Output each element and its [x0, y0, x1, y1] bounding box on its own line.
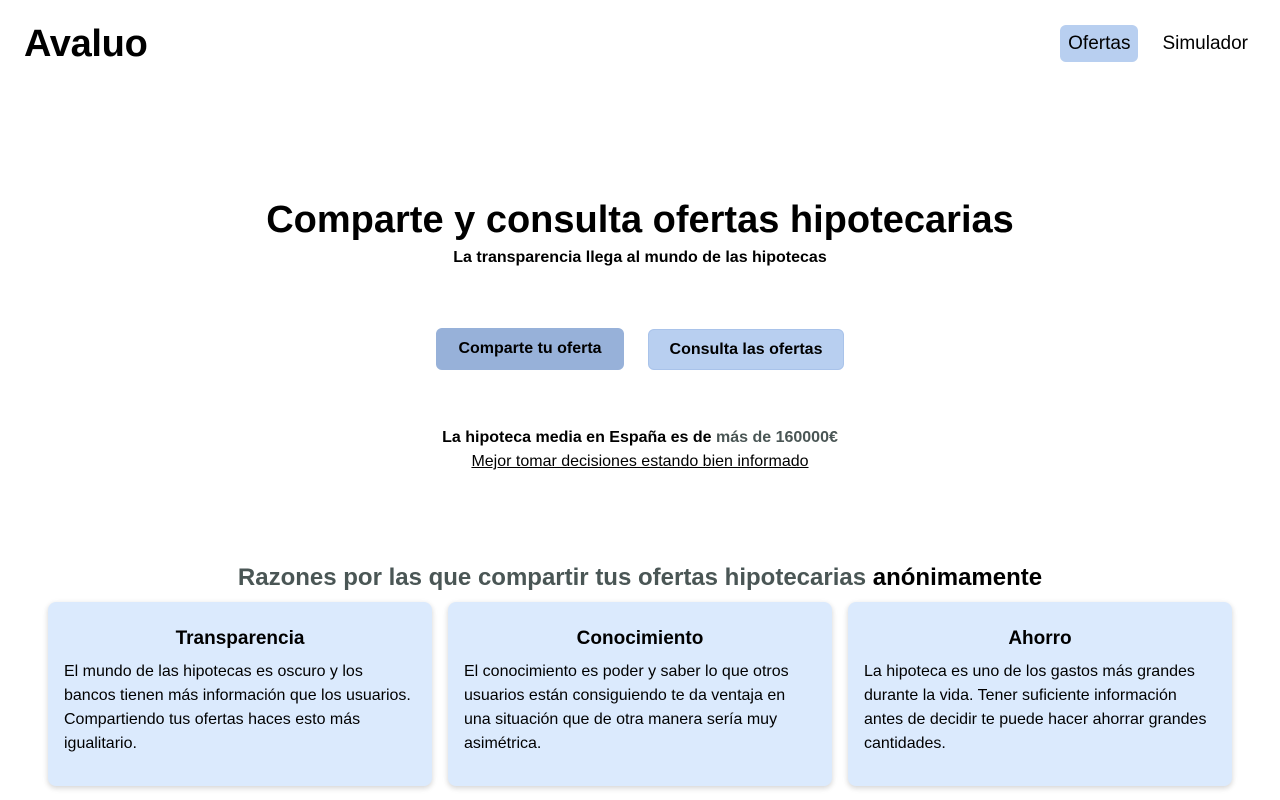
- browse-offers-button[interactable]: Consulta las ofertas: [648, 329, 844, 370]
- card-title: Conocimiento: [576, 628, 704, 649]
- informed-decisions-link[interactable]: Mejor tomar decisiones estando bien informado: [471, 453, 809, 470]
- nav-item-simulador[interactable]: Simulador: [1162, 33, 1248, 54]
- reasons-heading-strong: anónimamente: [872, 564, 1043, 591]
- hero: [0, 196, 1280, 270]
- stat-highlight: más de 160000€: [716, 429, 838, 446]
- card-conocimiento: [448, 602, 832, 786]
- main-nav: [1060, 25, 1256, 62]
- card-text: El mundo de las hipotecas es oscuro y los bancos tienen más información que los usuarios. Compartiendo tus ofertas haces esto más igualitario.: [64, 663, 411, 752]
- share-offer-button[interactable]: Comparte tu oferta: [436, 328, 624, 370]
- card-ahorro: [848, 602, 1232, 786]
- reasons-cards: [48, 602, 1232, 786]
- page-title: Comparte y consulta ofertas hipotecarias: [266, 199, 1014, 241]
- card-title: Transparencia: [175, 628, 305, 649]
- site-header: [0, 0, 1280, 88]
- card-transparencia: [48, 602, 432, 786]
- card-title: Ahorro: [1008, 628, 1072, 649]
- page-subtitle: La transparencia llega al mundo de las hipotecas: [453, 249, 827, 266]
- logo[interactable]: Avaluo: [24, 23, 148, 65]
- reasons-heading: [0, 562, 1280, 594]
- card-text: La hipoteca es uno de los gastos más grandes durante la vida. Tener suficiente información antes de decidir te puede hacer ahorrar grandes cantidades.: [864, 663, 1207, 752]
- nav-item-ofertas[interactable]: Ofertas: [1060, 25, 1138, 62]
- cta-row: [0, 328, 1280, 370]
- reasons-heading-muted: Razones por las que compartir tus ofertas hipotecarias: [237, 564, 873, 591]
- stat-line: [0, 426, 1280, 450]
- card-text: El conocimiento es poder y saber lo que otros usuarios están consiguiendo te da ventaja en una situación que de otra manera sería muy asimétrica.: [464, 663, 789, 752]
- average-mortgage-stat: [0, 426, 1280, 474]
- stat-prefix: La hipoteca media en España es de: [442, 429, 716, 446]
